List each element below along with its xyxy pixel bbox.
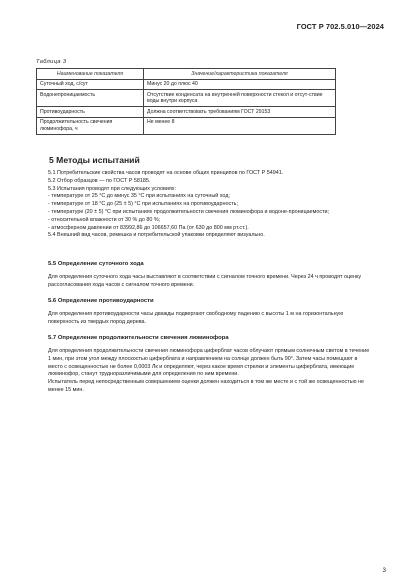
paragraph: Для определения суточного хода часы выставляют в соответствии с сигналом точного времени. Через 24 ч проводят оценку рассогласования хода часов с сигналом точного времени. xyxy=(48,274,362,288)
paragraph: Для определения продолжительности свечения люминофора циферблат часов облучают прямым солнечным светом в течение 1 мин, при этом угол между плоскостью циферблата и направлением на солнце должен быть 90°. Затем часы помещают в место с освещенностью не более 0,0003 Лк и определяют, через какое время стрелки и элементы циферблата, имеющие люминофор, станут трудноразличимыми для определения по ним времени. xyxy=(48,348,370,378)
list-item: - температуре от 18 °С до (25 ± 5) °С при испытаниях на противоударность; xyxy=(48,201,238,208)
list-item: - температуре от 25 °С до минус 35 °С при испытаниях на суточный ход; xyxy=(48,193,230,200)
specification-table xyxy=(36,68,336,135)
table-cell: Не менее 8 xyxy=(144,117,336,134)
table-cell: Суточный ход, с/сут xyxy=(37,79,144,90)
subsection-title: 5.6 Определение противоударности xyxy=(48,298,154,304)
table-cell: Отсутствие конденсата на внутренней поверхности стекол и отсут-ствие воды внутри корпуса xyxy=(144,90,336,107)
paragraph: 5.3 Испытания проводят при следующих условиях: xyxy=(48,185,176,192)
paragraph: 5.2 Отбор образцов — по ГОСТ Р 58185. xyxy=(48,177,151,184)
table-cell: Должна соответствовать требованиям ГОСТ 29153 xyxy=(144,107,336,118)
subsection-text xyxy=(36,348,372,395)
paragraph: 5.1 Потребительские свойства часов проводят на основе общих принципов по ГОСТ Р 54941. xyxy=(48,170,284,176)
table-row xyxy=(37,117,336,134)
document-header: ГОСТ Р 702.5.010—2024 xyxy=(296,22,384,31)
table-row xyxy=(37,107,336,118)
subsection-title: 5.7 Определение продолжительности свечения люминофора xyxy=(48,335,229,341)
list-item: - атмосферном давлении от 83992,86 до 106657,60 Па (от 630 до 800 мм рт.ст.). xyxy=(48,224,249,231)
table-cell: Водонепроницаемость xyxy=(37,90,144,107)
page-number: 3 xyxy=(382,567,386,574)
section-paragraphs xyxy=(36,170,372,240)
section-title: 5 Методы испытаний xyxy=(49,155,140,165)
table-cell: Продолжительность свечения люминофора, ч xyxy=(37,117,144,134)
table-cell: Минус 20 до плюс 40 xyxy=(144,79,336,90)
table-header-cell: Значение/характеристика показателя xyxy=(144,69,336,80)
table-header-row xyxy=(37,69,336,80)
table-caption: Таблица 3 xyxy=(36,59,67,65)
table-header-cell: Наименование показателя xyxy=(37,69,144,80)
subsection-text xyxy=(36,274,372,290)
list-item: - температуре (20 ± 5) °С при испытаниях продолжительности свечения люминофора и водоне-проницаемости; xyxy=(48,208,330,215)
table-cell: Противоударность xyxy=(37,107,144,118)
subsection-text xyxy=(36,311,372,327)
table-row xyxy=(37,90,336,107)
subsection-title: 5.5 Определение суточного хода xyxy=(48,261,144,267)
paragraph: Испытатель перед непосредственным совершением оценки должен находиться в том же месте и с той же освещенностью не менее 15 мин. xyxy=(48,379,364,393)
paragraph: 5.4 Внешний вид часов, ремешка и потребительской упаковки определяют визуально. xyxy=(48,232,265,239)
list-item: - относительной влажности от 30 % до 80 %; xyxy=(48,216,161,223)
paragraph: Для определения противоударности часы дважды подвергают свободному падению с высоты 1 м на горизонтальную поверхность из твердых пород дерева. xyxy=(48,311,344,325)
table-row xyxy=(37,79,336,90)
